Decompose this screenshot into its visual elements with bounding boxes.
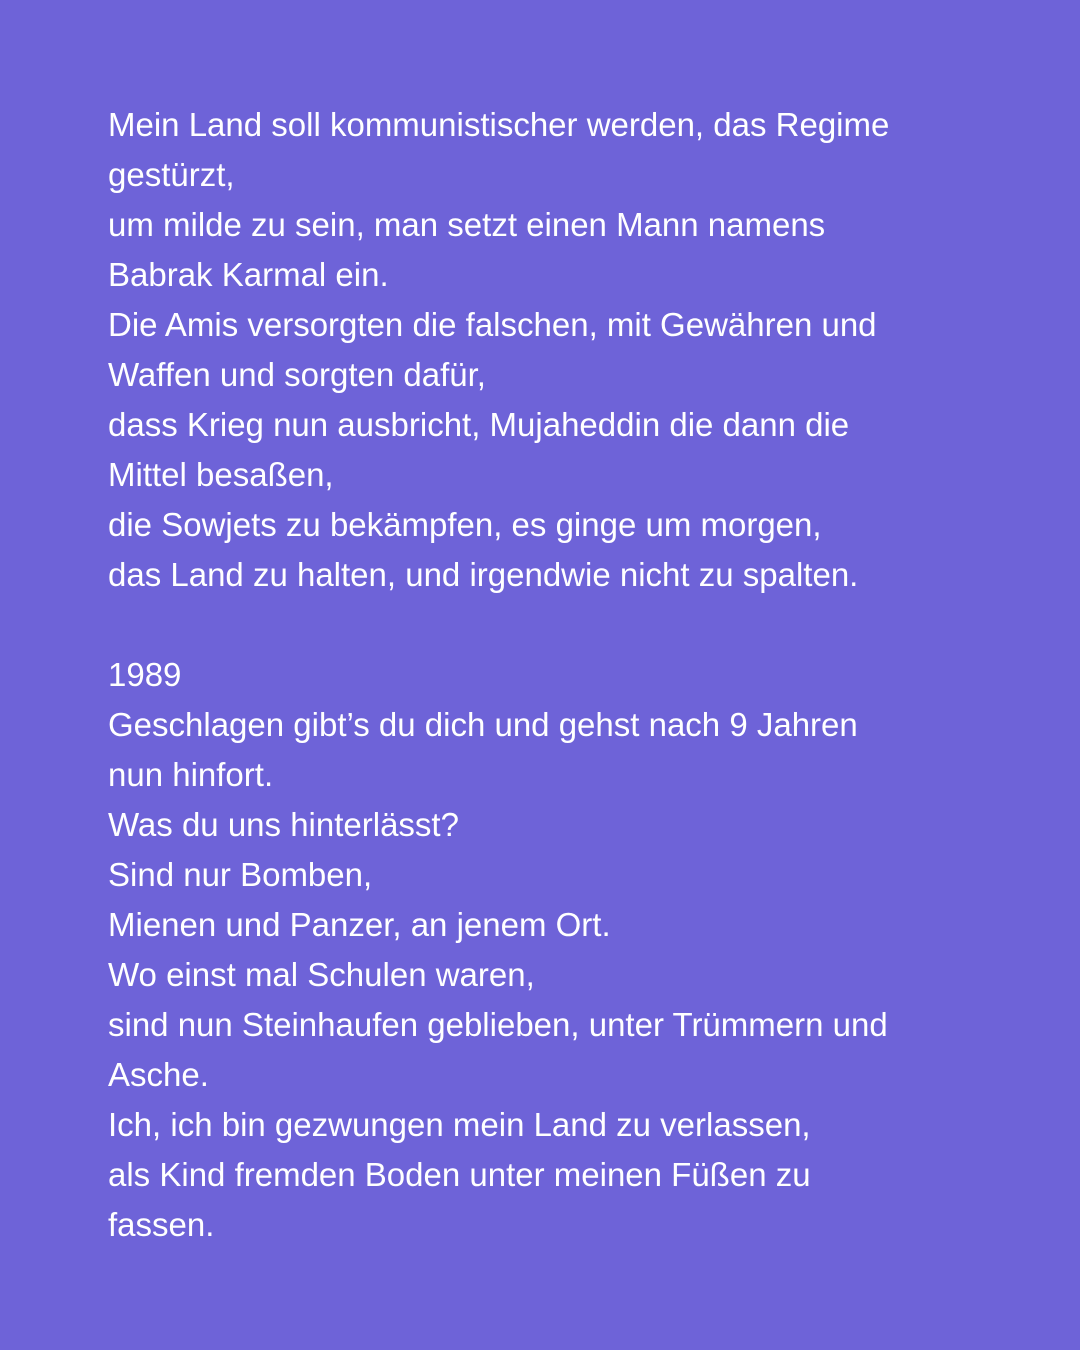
poem-line: Ich, ich bin gezwungen mein Land zu verlassen, (108, 1106, 811, 1143)
poem-line: die Sowjets zu bekämpfen, es ginge um morgen, (108, 506, 822, 543)
poem-line: fassen. (108, 1206, 215, 1243)
poem-line: dass Krieg nun ausbricht, Mujaheddin die dann die (108, 406, 850, 443)
stanza-1 (108, 100, 988, 600)
stanza-2 (108, 650, 988, 1250)
poem-line: Mein Land soll kommunistischer werden, das Regime (108, 106, 890, 143)
year-line: 1989 (108, 656, 182, 693)
poem-line: das Land zu halten, und irgendwie nicht zu spalten. (108, 556, 859, 593)
poem-line: nun hinfort. (108, 756, 274, 793)
poem-line: Asche. (108, 1056, 209, 1093)
poem-line: Geschlagen gibt’s du dich und gehst nach 9 Jahren (108, 706, 858, 743)
poem-text (108, 100, 988, 1250)
poem-line: Waffen und sorgten dafür, (108, 356, 486, 393)
poem-line: Wo einst mal Schulen waren, (108, 956, 535, 993)
stanza-gap (108, 600, 988, 650)
poem-line: Die Amis versorgten die falschen, mit Gewähren und (108, 306, 877, 343)
poem-line: sind nun Steinhaufen geblieben, unter Trümmern und (108, 1006, 888, 1043)
poem-line: Was du uns hinterlässt? (108, 806, 459, 843)
poem-line: Mittel besaßen, (108, 456, 334, 493)
poem-line: Babrak Karmal ein. (108, 256, 389, 293)
poem-line: als Kind fremden Boden unter meinen Füßen zu (108, 1156, 811, 1193)
poem-line: um milde zu sein, man setzt einen Mann namens (108, 206, 826, 243)
poem-line: Mienen und Panzer, an jenem Ort. (108, 906, 611, 943)
poem-line: Sind nur Bomben, (108, 856, 373, 893)
poem-line: gestürzt, (108, 156, 235, 193)
